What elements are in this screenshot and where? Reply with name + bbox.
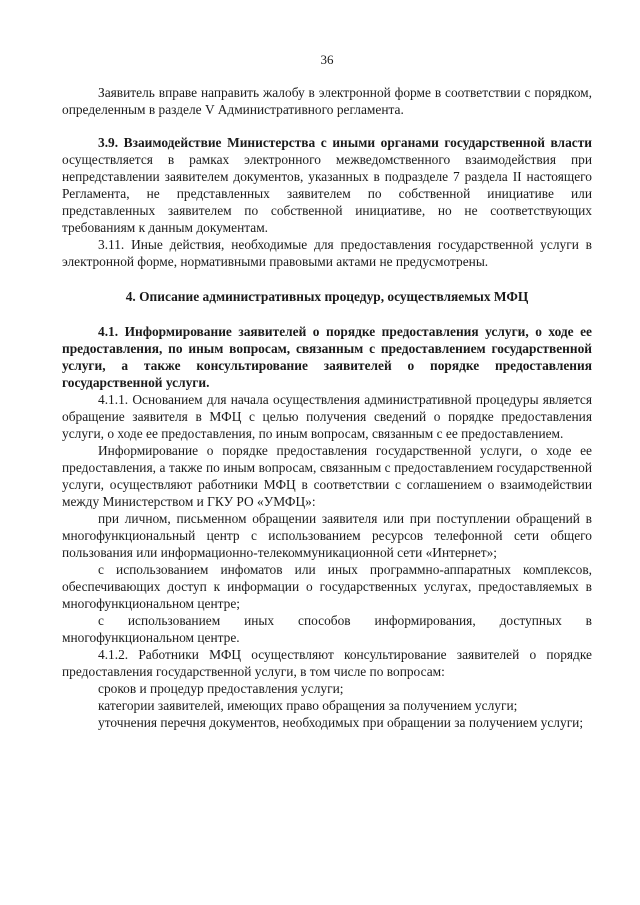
paragraph-4-1: 4.1. Информирование заявителей о порядке предоставления услуги, о ходе ее предоставления, по иным вопросам, связанным с предоставлением государственной услуги, а также консультирование заявителей о порядке предоставления государственной услуги. (62, 324, 592, 390)
paragraph-complaint: Заявитель вправе направить жалобу в электронной форме в соответствии с порядком, определенным в разделе V Административного регламента. (62, 85, 592, 117)
list-item-terms: сроков и процедур предоставления услуги; (98, 681, 344, 696)
page-number: 36 (320, 52, 334, 67)
paragraph-other-methods: с использованием иных способов информирования, доступных в многофункциональном центре. (62, 613, 592, 645)
paragraph-4-1-2: 4.1.2. Работники МФЦ осуществляют консультирование заявителей о порядке предоставления государственной услуги, в том числе по вопросам: (62, 647, 592, 679)
paragraph-informing: Информирование о порядке предоставления государственной услуги, о ходе ее предоставления, а также по иным вопросам, связанным с предоставлением государственной услуги, осуществляют работники МФЦ в соответствии с соглашением о взаимодействии между Министерством и ГКУ РО «УМФЦ»: (62, 443, 592, 509)
paragraph-infomats: с использованием инфоматов или иных программно-аппаратных комплексов, обеспечивающих доступ к информации о государственных услугах, предоставляемых в многофункциональном центре; (62, 562, 592, 611)
section-3-9-text: осуществляется в рамках электронного межведомственного взаимодействия при непредставлении заявителем документов, указанных в подразделе 7 раздела II настоящего Регламента, не представленных заявителем по собственной инициативе или представленных заявителем по собственной инициативе, но не соответствующих требованиям к данным документам. (62, 152, 592, 235)
paragraph-4-1-1: 4.1.1. Основанием для начала осуществления административной процедуры является обращение заявителя в МФЦ с целью получения сведений о порядке предоставления услуги, о ходе ее предоставления, по иным вопросам, связанным с ее предоставлением. (62, 392, 592, 441)
list-item-categories: категории заявителей, имеющих право обращения за получением услуги; (98, 698, 518, 713)
section-4-heading: 4. Описание административных процедур, осуществляемых МФЦ (125, 289, 529, 304)
paragraph-3-9 (62, 134, 592, 236)
section-3-9-title: 3.9. Взаимодействие Министерства с иными органами государственной власти (98, 135, 592, 150)
list-item-documents: уточнения перечня документов, необходимых при обращении за получением услуги; (98, 715, 584, 730)
paragraph-3-11: 3.11. Иные действия, необходимые для предоставления государственной услуги в электронной форме, нормативными правовыми актами не предусмотрены. (62, 237, 592, 269)
paragraph-personal-appeal: при личном, письменном обращении заявителя или при поступлении обращений в многофункциональный центр с использованием ресурсов телефонной сети общего пользования или информационно-телекоммуникационной сети «Интернет»; (62, 511, 592, 560)
